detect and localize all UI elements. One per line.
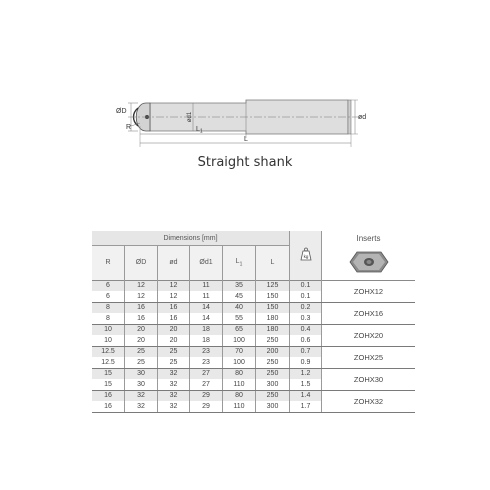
table-cell: 32 — [125, 390, 158, 401]
col-od: ØD — [125, 246, 158, 281]
table-cell: 12 — [158, 280, 190, 291]
table-cell: 30 — [125, 368, 158, 379]
table-cell: 100 — [223, 335, 256, 346]
table-cell: 0.3 — [290, 313, 322, 324]
table-cell: 0.7 — [290, 346, 322, 357]
table-cell: 0.4 — [290, 324, 322, 335]
table-cell: 250 — [256, 390, 290, 401]
table-cell: 300 — [256, 379, 290, 390]
table-cell: 300 — [256, 401, 290, 412]
table-row — [92, 280, 415, 291]
insert-code: ZOHX16 — [322, 302, 416, 324]
table-cell: 0.6 — [290, 335, 322, 346]
table-cell: 32 — [125, 401, 158, 412]
table-cell: 15 — [92, 379, 125, 390]
table-row — [92, 390, 415, 401]
table-cell: 23 — [190, 346, 223, 357]
table-cell: 18 — [190, 324, 223, 335]
table-cell: 12 — [125, 291, 158, 302]
table-cell: 11 — [190, 280, 223, 291]
col-d: ød — [158, 246, 190, 281]
table-cell: 250 — [256, 368, 290, 379]
spec-table — [92, 231, 415, 413]
table-cell: 12.5 — [92, 357, 125, 368]
table-cell: 40 — [223, 302, 256, 313]
table-cell: 35 — [223, 280, 256, 291]
label-l: L — [244, 136, 248, 143]
table-cell: 20 — [125, 335, 158, 346]
table-cell: 12 — [125, 280, 158, 291]
table-cell: 15 — [92, 368, 125, 379]
svg-text:kg: kg — [303, 254, 308, 260]
inserts-header: Inserts — [322, 231, 416, 246]
table-cell: 25 — [125, 357, 158, 368]
table-cell: 20 — [125, 324, 158, 335]
col-l: L — [256, 246, 290, 281]
table-cell: 25 — [158, 357, 190, 368]
table-cell: 29 — [190, 390, 223, 401]
col-r: R — [105, 259, 111, 267]
dimensions-header: Dimensions [mm] — [92, 231, 290, 246]
col-d1: Ød1 — [190, 246, 223, 281]
table-cell: 250 — [256, 357, 290, 368]
insert-code: ZOHX30 — [322, 368, 416, 390]
table-cell: 23 — [190, 357, 223, 368]
cutter-body — [150, 100, 348, 134]
table-cell: 20 — [158, 324, 190, 335]
table-cell: 18 — [190, 335, 223, 346]
caption: Straight shank — [197, 155, 293, 170]
table-cell: 14 — [190, 313, 223, 324]
table-cell: 11 — [190, 291, 223, 302]
table-cell: 20 — [158, 335, 190, 346]
table-cell: 10 — [92, 335, 125, 346]
insert-code: ZOHX25 — [322, 346, 416, 368]
table-cell: 16 — [125, 302, 158, 313]
table-cell: 0.1 — [290, 280, 322, 291]
table-cell: 80 — [223, 390, 256, 401]
insert-code: ZOHX12 — [322, 280, 416, 302]
table-cell: 0.2 — [290, 302, 322, 313]
table-cell: 32 — [158, 401, 190, 412]
insert-image — [322, 246, 416, 281]
table-cell: 16 — [125, 313, 158, 324]
table-cell: 12 — [158, 291, 190, 302]
insert-icon — [347, 246, 391, 278]
label-l1: $L_1$ — [196, 126, 203, 135]
table-cell: 70 — [223, 346, 256, 357]
table-row — [92, 368, 415, 379]
table-cell: 0.1 — [290, 291, 322, 302]
table-cell: 55 — [223, 313, 256, 324]
table-cell: 200 — [256, 346, 290, 357]
table-cell: 30 — [125, 379, 158, 390]
table-cell: 32 — [158, 390, 190, 401]
table-cell: 45 — [223, 291, 256, 302]
table-cell: 6 — [92, 280, 125, 291]
table-cell: 16 — [92, 401, 125, 412]
table-cell: 32 — [158, 368, 190, 379]
table-cell: 10 — [92, 324, 125, 335]
table-cell: 1.2 — [290, 368, 322, 379]
cutter-drawing — [0, 0, 490, 150]
col-l1: $L_1$ — [223, 246, 256, 281]
table-cell: 65 — [223, 324, 256, 335]
table-row — [92, 324, 415, 335]
insert-code: ZOHX20 — [322, 324, 416, 346]
table-row — [92, 346, 415, 357]
weight-header — [290, 231, 322, 280]
table-cell: 110 — [223, 401, 256, 412]
table-cell: 14 — [190, 302, 223, 313]
table-cell: 6 — [92, 291, 125, 302]
weight-icon — [299, 247, 313, 261]
table-cell: 1.7 — [290, 401, 322, 412]
table-cell: 150 — [256, 302, 290, 313]
table-cell: 16 — [92, 390, 125, 401]
label-od: ØD — [116, 108, 127, 115]
table-cell: 150 — [256, 291, 290, 302]
table-cell: 16 — [158, 302, 190, 313]
table-cell: 0.9 — [290, 357, 322, 368]
table-cell: 12.5 — [92, 346, 125, 357]
table-cell: 100 — [223, 357, 256, 368]
table-cell: 16 — [158, 313, 190, 324]
table-cell: 8 — [92, 313, 125, 324]
table-cell: 29 — [190, 401, 223, 412]
table-cell: 125 — [256, 280, 290, 291]
table-cell: 1.5 — [290, 379, 322, 390]
table-cell: 27 — [190, 368, 223, 379]
label-d1: ød1 — [187, 111, 193, 123]
table-cell: 180 — [256, 313, 290, 324]
table-cell: 8 — [92, 302, 125, 313]
table-cell: 32 — [158, 379, 190, 390]
table-cell: 25 — [158, 346, 190, 357]
table-cell: 80 — [223, 368, 256, 379]
insert-code: ZOHX32 — [322, 390, 416, 412]
table-cell: 250 — [256, 335, 290, 346]
table-cell: 25 — [125, 346, 158, 357]
table-row — [92, 302, 415, 313]
table-cell: 110 — [223, 379, 256, 390]
table-cell: 180 — [256, 324, 290, 335]
label-r: R — [126, 124, 132, 131]
label-d: ød — [358, 114, 367, 121]
table-cell: 27 — [190, 379, 223, 390]
table-cell: 1.4 — [290, 390, 322, 401]
